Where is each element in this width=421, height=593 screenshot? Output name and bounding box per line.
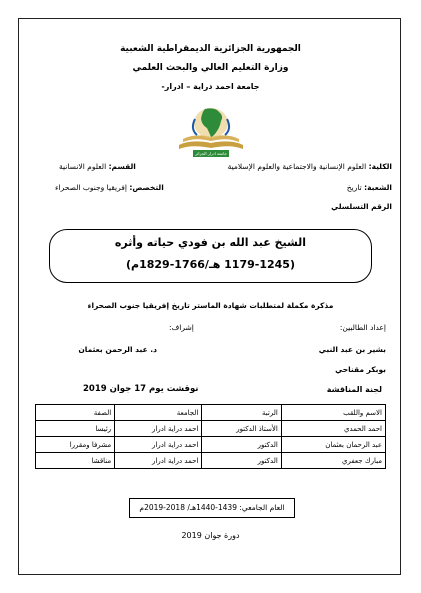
jury-header-university: الجامعة	[115, 405, 202, 421]
thesis-title: الشيخ عبد الله بن فودي حياته وأثره	[114, 236, 307, 249]
specialty-label: التخصص:	[129, 183, 164, 192]
serial-number-label: الرقم التسلسلي	[331, 202, 392, 211]
thesis-subtitle: مذكرة مكملة لمتطلبات شهادة الماستر تاريخ إفريقيا جنوب الصحراء	[87, 301, 334, 310]
jury-table	[35, 404, 386, 469]
jury-cell: الدكتور	[202, 453, 281, 469]
department-value: العلوم الانسانية	[59, 162, 107, 171]
committee-label: لجنة المناقشة	[326, 385, 382, 394]
table-row	[36, 453, 386, 469]
jury-cell: احمد دراية ادرار	[115, 437, 202, 453]
specialty-line	[55, 183, 164, 192]
jury-cell: احمد الحمدي	[281, 421, 385, 437]
ministry-line: وزارة التعليم العالي والبحث العلمي	[132, 63, 289, 73]
faculty-label: الكلية:	[368, 162, 392, 171]
table-row	[36, 437, 386, 453]
branch-line	[347, 183, 392, 192]
supervisor-name: د. عبد الرحمن بعثمان	[78, 345, 157, 354]
university-line: جامعة احمد دراية – ادرار-	[161, 82, 260, 91]
jury-header-row	[36, 405, 386, 421]
title-box	[49, 229, 372, 283]
faculty-line	[228, 162, 392, 171]
university-logo	[175, 99, 247, 159]
department-label: القسم:	[108, 162, 136, 171]
branch-value: تاريخ	[346, 183, 362, 192]
jury-header-name: الاسم واللقب	[281, 405, 385, 421]
jury-cell: احمد دراية ادرار	[115, 453, 202, 469]
republic-line: الجمهورية الجزائرية الديمقراطية الشعبية	[120, 44, 301, 54]
jury-cell: احمد دراية ادرار	[115, 421, 202, 437]
student-2: بوبكر مقناحي	[335, 365, 386, 374]
jury-cell: الأستاذ الدكتور	[202, 421, 281, 437]
jury-cell: مبارك جعفري	[281, 453, 385, 469]
specialty-value: إفريقيا وجنوب الصحراء	[55, 183, 127, 192]
branch-label: الشعبة:	[364, 183, 392, 192]
jury-cell: مناقشا	[36, 453, 115, 469]
faculty-value: العلوم الإنسانية والاجتماعية والعلوم الإسلامية	[227, 162, 367, 171]
prepared-by-label: إعداد الطالبين:	[339, 323, 386, 332]
jury-cell: رئيسا	[36, 421, 115, 437]
jury-header-rank: الرتبة	[202, 405, 281, 421]
defense-date: نوقشت يوم 17 جوان 2019	[83, 384, 199, 394]
logo-caption: جامعة ادرار الجزائر	[195, 151, 227, 156]
student-1: بشير بن عبد النبي	[318, 345, 386, 354]
jury-cell: عبد الرحمان بعثمان	[281, 437, 385, 453]
session-label: دورة جوان 2019	[181, 531, 240, 540]
department-line	[59, 162, 136, 171]
table-row	[36, 421, 386, 437]
thesis-dates: (1179-1245 هـ/1766-1829م)	[126, 258, 295, 271]
jury-cell: مشرفا ومقررا	[36, 437, 115, 453]
jury-cell: الدكتور	[202, 437, 281, 453]
jury-header-role: الصفة	[36, 405, 115, 421]
supervisor-label: إشراف:	[169, 323, 194, 332]
academic-year-box: العام الجامعي: 1439-1440هـ/ 2018-2019م	[129, 498, 295, 518]
cover-page	[18, 18, 401, 575]
